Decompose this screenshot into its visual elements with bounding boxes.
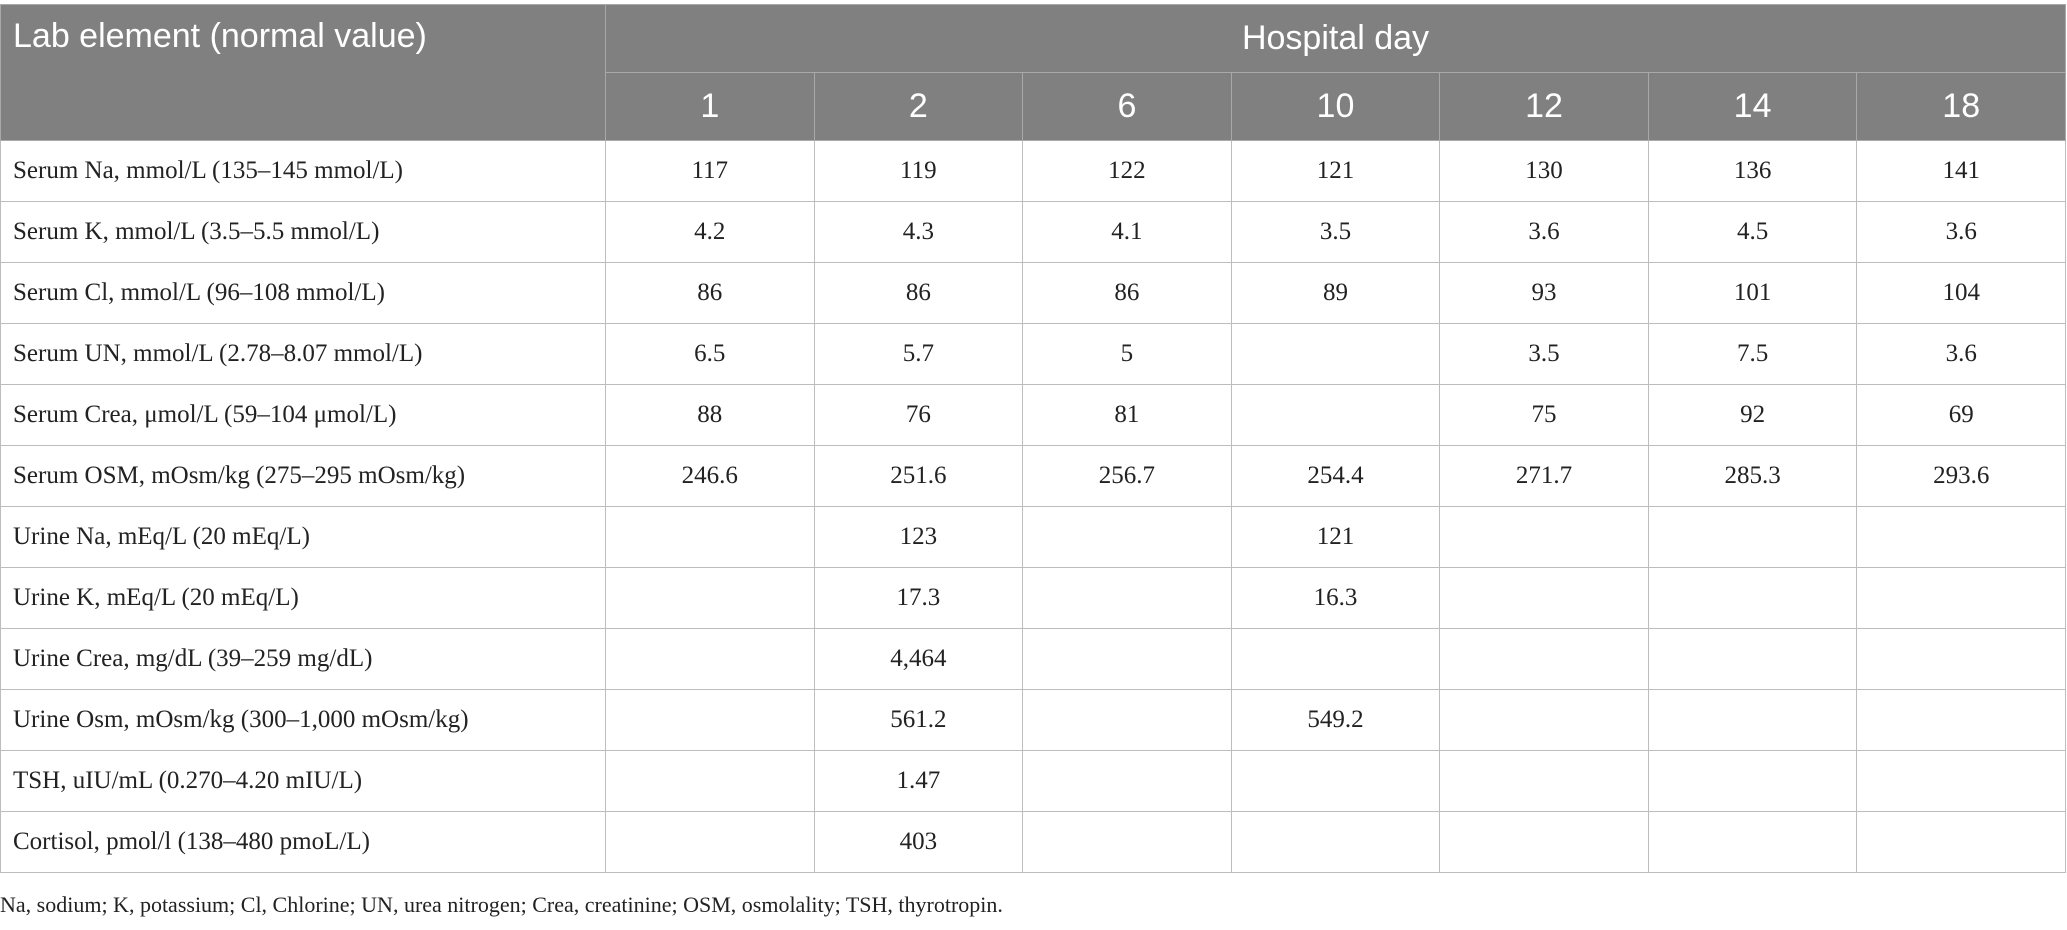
lab-value-cell (606, 568, 815, 629)
lab-value-cell: 123 (814, 507, 1023, 568)
day-header: 14 (1648, 73, 1857, 141)
lab-element-label: Urine K, mEq/L (20 mEq/L) (1, 568, 606, 629)
lab-value-cell (1648, 690, 1857, 751)
lab-value-cell: 3.5 (1440, 324, 1649, 385)
lab-value-cell (1857, 629, 2066, 690)
lab-value-cell: 136 (1648, 141, 1857, 202)
lab-value-cell: 1.47 (814, 751, 1023, 812)
lab-value-cell (1648, 751, 1857, 812)
table-row (1, 690, 2066, 751)
lab-value-cell (1231, 629, 1440, 690)
lab-value-cell (1440, 568, 1649, 629)
lab-value-cell (1023, 507, 1232, 568)
table-row (1, 263, 2066, 324)
lab-value-cell: 6.5 (606, 324, 815, 385)
lab-value-cell (1023, 690, 1232, 751)
lab-value-cell: 81 (1023, 385, 1232, 446)
lab-value-cell: 256.7 (1023, 446, 1232, 507)
lab-value-cell: 5 (1023, 324, 1232, 385)
lab-value-cell: 130 (1440, 141, 1649, 202)
lab-value-cell: 101 (1648, 263, 1857, 324)
lab-value-cell: 86 (814, 263, 1023, 324)
table-row (1, 385, 2066, 446)
table-footnote: Na, sodium; K, potassium; Cl, Chlorine; UN, urea nitrogen; Crea, creatinine; OSM, osmolality; TSH, thyrotropin. (0, 892, 1003, 917)
lab-element-label: Serum Cl, mmol/L (96–108 mmol/L) (1, 263, 606, 324)
lab-value-cell (1857, 568, 2066, 629)
lab-value-cell (606, 751, 815, 812)
lab-value-cell (1648, 568, 1857, 629)
lab-element-label: Serum UN, mmol/L (2.78–8.07 mmol/L) (1, 324, 606, 385)
lab-value-cell (1023, 751, 1232, 812)
lab-element-label: Serum K, mmol/L (3.5–5.5 mmol/L) (1, 202, 606, 263)
lab-value-cell: 122 (1023, 141, 1232, 202)
table-row (1, 446, 2066, 507)
lab-value-cell (1857, 507, 2066, 568)
lab-value-cell: 5.7 (814, 324, 1023, 385)
lab-value-cell: 88 (606, 385, 815, 446)
lab-value-cell: 92 (1648, 385, 1857, 446)
lab-value-cell: 121 (1231, 141, 1440, 202)
lab-value-cell (606, 507, 815, 568)
lab-value-cell: 4,464 (814, 629, 1023, 690)
lab-value-cell: 119 (814, 141, 1023, 202)
lab-value-cell: 285.3 (1648, 446, 1857, 507)
table-row (1, 141, 2066, 202)
lab-table-container (0, 4, 2067, 873)
table-row (1, 629, 2066, 690)
lab-value-cell: 254.4 (1231, 446, 1440, 507)
lab-value-cell: 4.5 (1648, 202, 1857, 263)
lab-value-cell: 3.5 (1231, 202, 1440, 263)
lab-value-cell: 75 (1440, 385, 1649, 446)
lab-element-header: Lab element (normal value) (1, 5, 606, 141)
lab-value-cell: 7.5 (1648, 324, 1857, 385)
lab-value-cell: 271.7 (1440, 446, 1649, 507)
day-header: 6 (1023, 73, 1232, 141)
day-header: 12 (1440, 73, 1649, 141)
lab-value-cell: 89 (1231, 263, 1440, 324)
lab-value-cell (1440, 507, 1649, 568)
lab-value-cell (1440, 690, 1649, 751)
lab-value-cell: 104 (1857, 263, 2066, 324)
lab-value-cell: 3.6 (1440, 202, 1649, 263)
table-row (1, 751, 2066, 812)
table-row (1, 568, 2066, 629)
table-row (1, 202, 2066, 263)
lab-value-cell: 76 (814, 385, 1023, 446)
lab-value-cell: 246.6 (606, 446, 815, 507)
table-header (1, 5, 2066, 141)
day-header: 18 (1857, 73, 2066, 141)
table-row (1, 812, 2066, 873)
lab-value-cell (1648, 629, 1857, 690)
lab-value-cell (1857, 690, 2066, 751)
lab-value-cell (1231, 751, 1440, 812)
lab-value-cell (1231, 812, 1440, 873)
lab-value-cell (606, 812, 815, 873)
lab-value-cell: 3.6 (1857, 324, 2066, 385)
lab-value-cell: 4.2 (606, 202, 815, 263)
lab-element-label: TSH, uIU/mL (0.270–4.20 mIU/L) (1, 751, 606, 812)
lab-element-label: Cortisol, pmol/l (138–480 pmoL/L) (1, 812, 606, 873)
lab-value-cell (1023, 568, 1232, 629)
lab-element-label: Serum Na, mmol/L (135–145 mmol/L) (1, 141, 606, 202)
lab-value-cell: 4.3 (814, 202, 1023, 263)
lab-value-cell (1648, 507, 1857, 568)
lab-value-cell: 403 (814, 812, 1023, 873)
lab-value-cell (1440, 812, 1649, 873)
lab-element-label: Urine Osm, mOsm/kg (300–1,000 mOsm/kg) (1, 690, 606, 751)
lab-value-cell (1857, 751, 2066, 812)
lab-element-label: Urine Crea, mg/dL (39–259 mg/dL) (1, 629, 606, 690)
lab-value-cell: 86 (1023, 263, 1232, 324)
lab-value-cell: 3.6 (1857, 202, 2066, 263)
table-body (1, 141, 2066, 873)
lab-value-cell: 251.6 (814, 446, 1023, 507)
lab-value-cell (1231, 385, 1440, 446)
lab-value-cell: 117 (606, 141, 815, 202)
day-header: 10 (1231, 73, 1440, 141)
lab-value-cell: 4.1 (1023, 202, 1232, 263)
lab-value-cell (1231, 324, 1440, 385)
lab-value-cell: 86 (606, 263, 815, 324)
header-row-top (1, 5, 2066, 73)
lab-element-label: Serum Crea, μmol/L (59–104 μmol/L) (1, 385, 606, 446)
lab-value-cell (1857, 812, 2066, 873)
lab-value-cell: 293.6 (1857, 446, 2066, 507)
lab-value-cell: 561.2 (814, 690, 1023, 751)
lab-value-cell (1648, 812, 1857, 873)
lab-value-cell (1023, 629, 1232, 690)
lab-value-cell: 121 (1231, 507, 1440, 568)
day-header: 1 (606, 73, 815, 141)
day-header: 2 (814, 73, 1023, 141)
lab-value-cell: 69 (1857, 385, 2066, 446)
lab-value-cell: 549.2 (1231, 690, 1440, 751)
lab-values-table (0, 4, 2066, 873)
lab-element-label: Serum OSM, mOsm/kg (275–295 mOsm/kg) (1, 446, 606, 507)
lab-value-cell: 141 (1857, 141, 2066, 202)
lab-value-cell (606, 629, 815, 690)
lab-value-cell (606, 690, 815, 751)
lab-value-cell: 16.3 (1231, 568, 1440, 629)
lab-value-cell: 17.3 (814, 568, 1023, 629)
lab-element-label: Urine Na, mEq/L (20 mEq/L) (1, 507, 606, 568)
table-row (1, 507, 2066, 568)
lab-value-cell (1440, 751, 1649, 812)
hospital-day-header: Hospital day (606, 5, 2066, 73)
table-row (1, 324, 2066, 385)
lab-value-cell (1023, 812, 1232, 873)
lab-value-cell: 93 (1440, 263, 1649, 324)
lab-value-cell (1440, 629, 1649, 690)
